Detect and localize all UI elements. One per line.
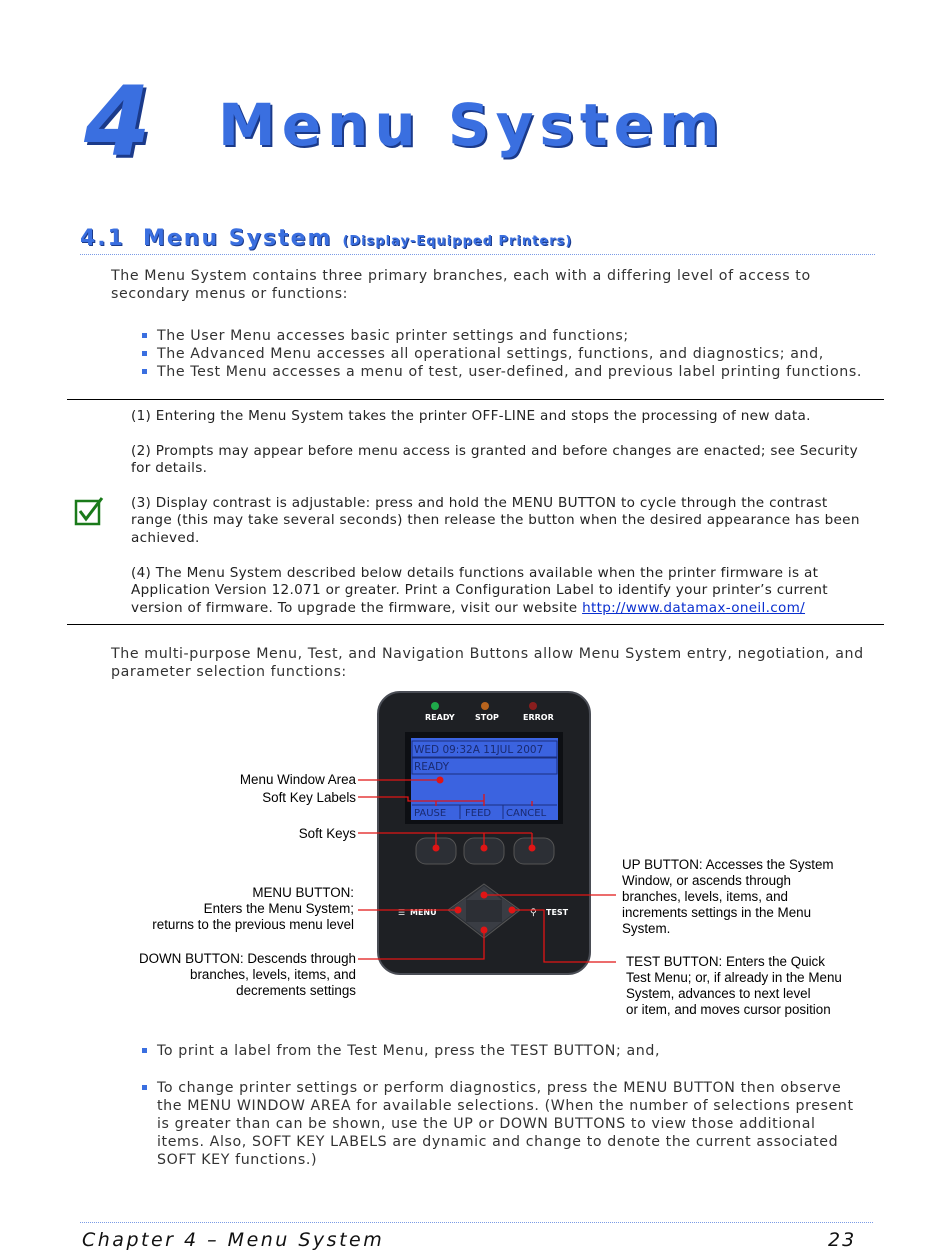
section-title: Menu System [142,226,333,251]
notes-box [131,408,861,634]
note-1: (1) Entering the Menu System takes the printer OFF-LINE and stops the processing of new data. [131,408,811,424]
callout-up-button-2: Window, or ascends through [622,873,791,888]
list-item [142,327,882,345]
callout-soft-keys: Soft Keys [298,826,356,841]
soft-key-label-cancel: CANCEL [506,808,547,819]
control-panel-figure [120,688,870,1023]
led-ready-label: READY [425,713,455,722]
list-item-text: To print a label from the Test Menu, press the TEST BUTTON; and, [157,1043,661,1059]
callout-up-button-5: System. [622,921,671,936]
magnifier-icon: ⚲ [530,908,537,918]
list-item [142,345,882,363]
checkmark-icon [74,496,104,526]
list-item [142,363,882,381]
callout-menu-window: Menu Window Area [239,772,356,787]
footer-chapter: Chapter 4 – Menu System [82,1229,385,1251]
chapter-number: 4 [84,66,151,178]
callout-soft-key-labels: Soft Key Labels [262,790,356,805]
callout-down-button-2: branches, levels, items, and [190,967,356,982]
callout-down-button-3: decrements settings [236,983,356,998]
test-button-label: TEST [546,908,569,917]
callout-test-button-4: or item, and moves cursor position [626,1002,831,1017]
list-item-text: The Advanced Menu accesses all operational settings, functions, and diagnostics; and, [157,346,824,362]
note-4-text: (4) The Menu System described below details functions available when the printer firmware is at Application Version 12.071 or greater. Print a Configuration Label to identify your printer’s current version of firmware. To upgrade the firmware, visit our website [131,564,828,616]
lcd-line-2: READY [414,761,450,773]
stop-led-icon [481,702,489,710]
callout-up-button-4: increments settings in the Menu [622,905,812,920]
callout-test-button-3: System, advances to next level [626,986,811,1001]
lcd-line-1: WED 09:32A 11JUL 2007 [414,744,544,756]
intro-paragraph: The Menu System contains three primary branches, each with a differing level of access to secondary menus or functions: [111,268,811,302]
notes-top-rule [67,399,884,400]
menu-list-icon: ☰ [398,908,406,917]
list-item-text: To change printer settings or perform diagnostics, press the MENU BUTTON then observe the MENU WINDOW AREA for available selections. (When the number of selections present is greater than can be shown, use the UP or DOWN BUTTONS to view those additional items. Also, SOFT KEY LABELS are dynamic and change to denote the current associated SOFT KEY functions.) [157,1080,854,1168]
soft-key-3[interactable] [514,838,554,864]
footer-rule [80,1222,873,1223]
soft-key-label-pause: PAUSE [414,808,447,819]
bullet-icon [142,1048,147,1053]
menu-button-label: MENU [410,908,437,917]
list-item [142,1042,862,1060]
list-item-text: The Test Menu accesses a menu of test, user-defined, and previous label printing functions. [157,364,862,380]
navigation-intro-paragraph: The multi-purpose Menu, Test, and Navigation Buttons allow Menu System entry, negotiation, and parameter selection functions: [111,646,864,680]
callout-menu-button-1: MENU BUTTON: [252,885,354,900]
ready-led-icon [431,702,439,710]
branch-list [142,327,882,381]
note-3: (3) Display contrast is adjustable: press and hold the MENU BUTTON to cycle through the contrast range (this may take several seconds) then release the button when the desired appearance has been achieved. [131,494,860,546]
list-item [142,1079,862,1169]
callout-menu-button-2: Enters the Menu System; [203,901,354,916]
list-item-text: The User Menu accesses basic printer settings and functions; [157,328,629,344]
led-error-label: ERROR [523,713,554,722]
bullet-icon [142,351,147,356]
callout-test-button-2: Test Menu; or, if already in the Menu [626,970,842,985]
bullet-icon [142,333,147,338]
bullet-icon [142,369,147,374]
section-number: 4.1 [80,226,125,251]
section-heading [80,226,875,255]
callout-up-button-3: branches, levels, items, and [622,889,788,904]
soft-key-label-feed: FEED [465,808,492,819]
chapter-title: Menu System [218,91,726,159]
led-stop-label: STOP [475,713,499,722]
website-link[interactable]: http://www.datamax-oneil.com/ [582,599,806,616]
callout-up-button-1: UP BUTTON: Accesses the System [622,857,834,872]
note-2: (2) Prompts may appear before menu access is granted and before changes are enacted; see Security for details. [131,442,858,477]
section-subtitle: (Display-Equipped Printers) [342,234,573,249]
page-number: 23 [828,1229,857,1251]
instructions-list [142,1042,862,1188]
callout-test-button-1: TEST BUTTON: Enters the Quick [626,954,825,969]
callout-down-button-1: DOWN BUTTON: Descends through [138,951,356,966]
notes-bottom-rule [67,624,884,625]
bullet-icon [142,1085,147,1090]
callout-menu-button-3: returns to the previous menu level [152,917,354,932]
error-led-icon [529,702,537,710]
note-4 [131,565,861,618]
